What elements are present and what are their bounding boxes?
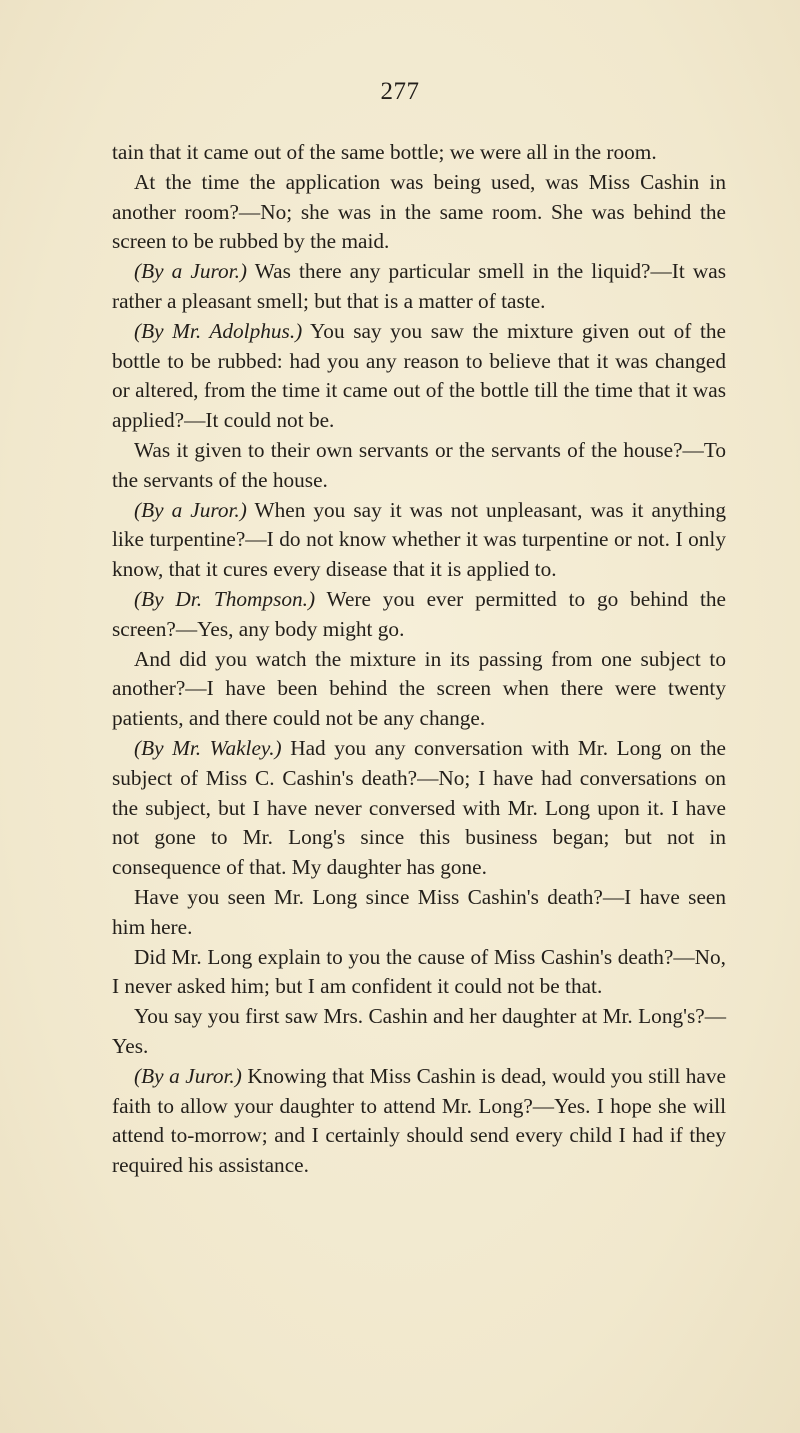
paragraph — [112, 585, 726, 645]
paragraph — [112, 317, 726, 436]
body-text — [112, 138, 726, 1181]
paragraph — [112, 734, 726, 883]
paragraph-text: Had you any conversation with Mr. Long on the subject of Miss C. Cashin's death?—No; I have had conversations on the subject, but I have never conversed with Mr. Long upon it. I have not gone to Mr. Long's since this business began; but not in consequence of that. My daughter has gone. — [112, 735, 726, 880]
paragraph — [112, 943, 726, 1003]
paragraph — [112, 496, 726, 585]
paragraph-text: And did you watch the mixture in its passing from one subject to another?—I have been behind the screen when there were twenty patients, and there could not be any change. — [112, 646, 726, 731]
paragraph-text: You say you saw the mixture given out of the bottle to be rubbed: had you any reason to believe that it was changed or altered, from the time it came out of the bottle till the time that it was applied?—It could not be. — [112, 318, 726, 433]
paragraph-text: At the time the application was being used, was Miss Cashin in another room?—No; she was in the same room. She was behind the screen to be rubbed by the maid. — [112, 169, 726, 254]
paragraph-text: Knowing that Miss Cashin is dead, would you still have faith to allow your daughter to attend Mr. Long?—Yes. I hope she will attend to-morrow; and I certainly should send every child I had if they required his assistance. — [112, 1063, 726, 1178]
paragraph — [112, 138, 726, 168]
paragraph-text: Was there any particular smell in the liquid?—It was rather a pleasant smell; but that is a matter of taste. — [112, 259, 726, 313]
paragraph — [112, 257, 726, 317]
paragraph-text: tain that it came out of the same bottle; we were all in the room. — [112, 140, 657, 164]
paragraph-text: Was it given to their own servants or the servants of the house?—To the servants of the house. — [112, 437, 726, 492]
paragraph — [112, 645, 726, 734]
paragraph — [112, 436, 726, 496]
paragraph — [112, 1002, 726, 1062]
paragraph — [112, 168, 726, 257]
speaker-attribution: (By a Juror.) — [134, 1063, 242, 1088]
paragraph — [112, 883, 726, 943]
paragraph — [112, 1062, 726, 1181]
speaker-attribution: (By a Juror.) — [134, 259, 248, 284]
page-number: 277 — [380, 78, 420, 105]
speaker-attribution: (By Mr. Wakley.) — [134, 735, 282, 760]
paragraph-text: You say you first saw Mrs. Cashin and her daughter at Mr. Long's?—Yes. — [112, 1004, 726, 1058]
paragraph-text: Have you seen Mr. Long since Miss Cashin's death?—I have seen him here. — [112, 884, 726, 939]
paragraph-text: Were you ever permitted to go behind the screen?—Yes, any body might go. — [112, 586, 726, 641]
paragraph-text: When you say it was not unpleasant, was it anything like turpentine?—I do not know whether it was turpentine or not. I only know, that it cures every disease that it is applied to. — [112, 497, 726, 582]
speaker-attribution: (By a Juror.) — [134, 497, 247, 522]
paragraph-text: Did Mr. Long explain to you the cause of Miss Cashin's death?—No, I never asked him; but I am confident it could not be that. — [112, 944, 726, 999]
speaker-attribution: (By Mr. Adolphus.) — [134, 318, 303, 343]
speaker-attribution: (By Dr. Thompson.) — [134, 586, 316, 611]
